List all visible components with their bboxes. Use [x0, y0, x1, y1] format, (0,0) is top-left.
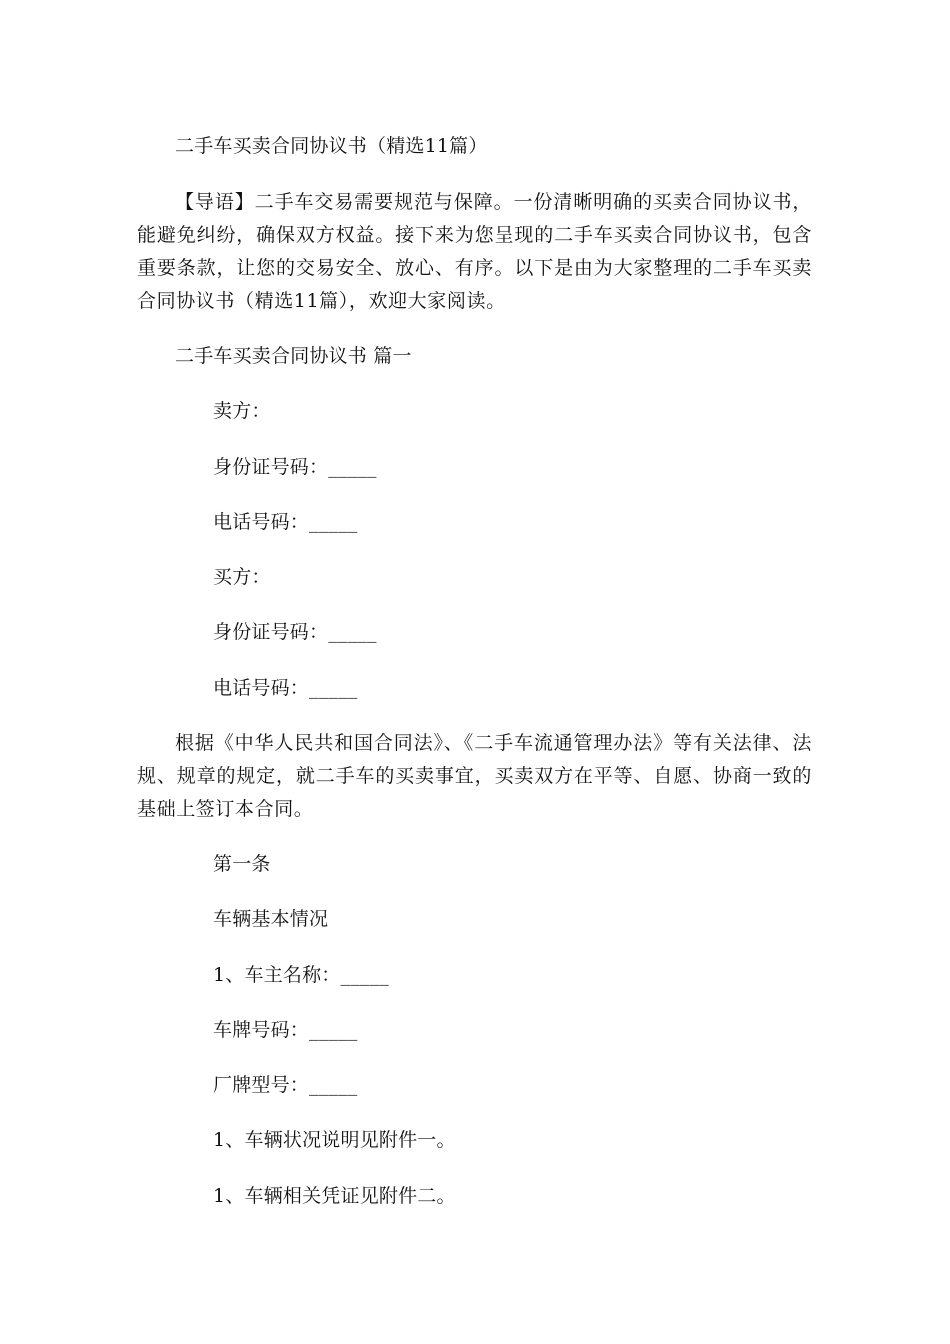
buyer-id-field: 身份证号码：_____ [213, 621, 377, 643]
seller-phone-field: 电话号码：_____ [213, 511, 358, 533]
buyer-phone-field: 电话号码：_____ [213, 677, 358, 699]
documents-note: 1、车辆相关凭证见附件二。 [213, 1185, 456, 1207]
seller-label: 卖方： [213, 400, 271, 422]
document-title: 二手车买卖合同协议书（精选11篇） [175, 135, 488, 157]
vehicle-info-heading: 车辆基本情况 [213, 908, 329, 930]
intro-paragraph: 【导语】二手车交易需要规范与保障。一份清晰明确的买卖合同协议书，能避免纠纷，确保双方权益。接下来为您呈现的二手车买卖合同协议书，包含重要条款，让您的交易安全、放心、有序。以下是由为大家整理的二手车买卖合同协议书（精选11篇），欢迎大家阅读。 [137, 191, 812, 312]
brand-model-field: 厂牌型号：_____ [213, 1074, 358, 1096]
owner-name-field: 1、车主名称：_____ [213, 964, 389, 986]
preamble-paragraph: 根据《中华人民共和国合同法》、《二手车流通管理办法》等有关法律、法规、规章的规定，就二手车的买卖事宜，买卖双方在平等、自愿、协商一致的基础上签订本合同。 [137, 732, 812, 820]
condition-note: 1、车辆状况说明见附件一。 [213, 1129, 456, 1151]
article-1-heading: 第一条 [213, 853, 271, 875]
section-heading: 二手车买卖合同协议书 篇一 [175, 345, 412, 367]
seller-id-field: 身份证号码：_____ [213, 456, 377, 478]
buyer-label: 买方： [213, 566, 271, 588]
plate-number-field: 车牌号码：_____ [213, 1019, 358, 1041]
